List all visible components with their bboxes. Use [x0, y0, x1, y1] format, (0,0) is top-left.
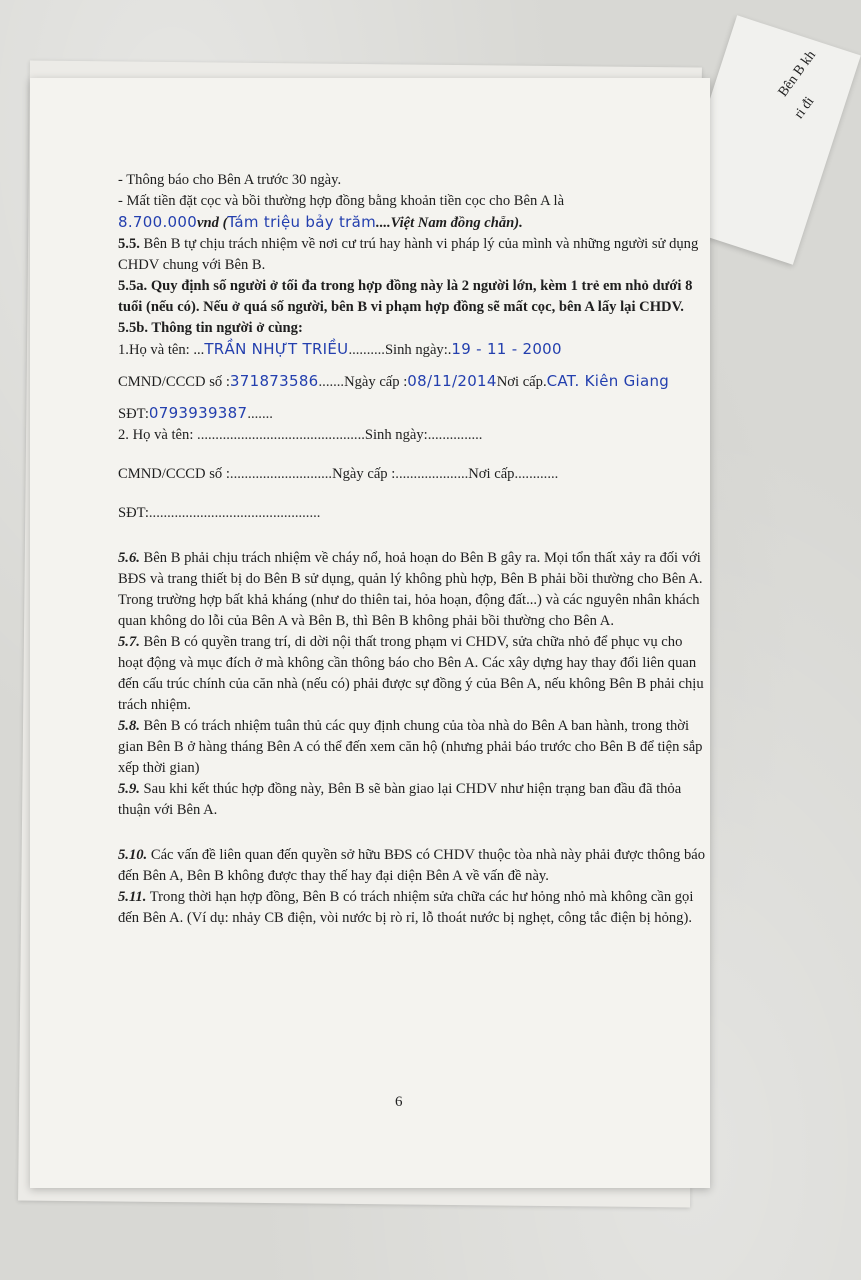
- clause-5-11: [118, 887, 708, 929]
- deposit-amount-line: [118, 212, 708, 234]
- clause-5-5a: 5.5a. Quy định số người ở tối đa trong hợp đồng này là 2 người lớn, kèm 1 trẻ em nhỏ dưới 8 tuổi (nếu có). Nếu ở quá số người, bên B vi phạm hợp đồng sẽ mất cọc, bên A lấy lại CHDV.: [118, 278, 693, 315]
- person1-id-value: 371873586: [229, 372, 319, 390]
- person1-dob-value: 19 - 11 - 2000: [451, 340, 562, 358]
- clause-5-10-text: Các vấn đề liên quan đến quyền sở hữu BĐS có CHDV thuộc tòa nhà này phải được thông báo đến Bên A, Bên B không được thay thế hay đại diện Bên A về vấn đề này.: [118, 847, 706, 884]
- clause-5-6: [118, 548, 708, 590]
- clause-5-11-label: 5.11.: [118, 889, 147, 905]
- person1-name-row: [118, 339, 708, 361]
- person2-dob-dots: ...............: [427, 427, 483, 443]
- person2-issue-place-label: Nơi cấp: [468, 466, 515, 482]
- person1-dob-label: Sinh ngày:.: [384, 342, 452, 358]
- person1-id-label: CMND/CCCD số :: [118, 374, 230, 390]
- person1-phone-row: [118, 403, 708, 425]
- person2-phone-row: [118, 503, 708, 524]
- person2-id-label: CMND/CCCD số :: [118, 466, 230, 482]
- page-number: 6: [395, 1094, 403, 1110]
- person2-id-dots: ............................: [229, 466, 333, 482]
- person1-id-row: [118, 371, 708, 393]
- person1-issue-place-label: Nơi cấp.: [496, 374, 547, 390]
- person2-name-label: 2. Họ và tên:: [118, 427, 198, 443]
- document-content: [118, 170, 708, 929]
- clause-5-9-text: Sau khi kết thúc hợp đồng này, Bên B sẽ bàn giao lại CHDV như hiện trạng ban đầu đã thỏa thuận với Bên A.: [118, 781, 682, 818]
- person2-issue-date-dots: ....................: [395, 466, 469, 482]
- deposit-amount: 8.700.000: [118, 213, 198, 231]
- clause-5-8-text: Bên B có trách nhiệm tuân thủ các quy định chung của tòa nhà do Bên A ban hành, trong thời gian Bên B ở hàng tháng Bên A có thể đến xem căn hộ (nhưng phải báo trước cho Bên B để tiện sắp xếp thời gian): [118, 718, 703, 776]
- person1-phone-value: 0793939387: [148, 404, 248, 422]
- deposit-line: - Mất tiền đặt cọc và bồi thường hợp đồng bằng khoản tiền cọc cho Bên A là: [118, 193, 565, 209]
- clause-5-7: [118, 632, 708, 716]
- clause-5-10: [118, 845, 708, 887]
- side-sheet-text-2: ri đi: [791, 94, 818, 122]
- person1-id-dots: .......: [318, 374, 345, 390]
- person1-name-dots: ..........: [348, 342, 385, 358]
- person2-issue-place-dots: ............: [514, 466, 559, 482]
- person2-id-row: [118, 464, 708, 485]
- person1-issue-date-label: Ngày cấp :: [344, 374, 408, 390]
- notice-line: - Thông báo cho Bên A trước 30 ngày.: [118, 172, 342, 188]
- person2-name-row: [118, 425, 708, 446]
- person2-phone-label: SĐT:: [118, 505, 149, 521]
- clause-5-7-label: 5.7.: [118, 634, 140, 650]
- clause-5-6-text: Bên B phải chịu trách nhiệm về cháy nổ, hoả hoạn do Bên B gây ra. Mọi tổn thất xảy ra đối với BĐS và trang thiết bị do Bên B sử dụng, quản lý không phù hợp, Bên B phải bồi thường cho Bên A.: [118, 550, 703, 587]
- clause-5-5: [118, 234, 708, 276]
- side-sheet-text: Bên B kh: [775, 48, 819, 100]
- person1-phone-label: SĐT:: [118, 406, 149, 422]
- clause-5-5-label: 5.5.: [118, 236, 140, 252]
- deposit-unit: vnd (: [197, 215, 228, 231]
- clause-5-9-label: 5.9.: [118, 781, 140, 797]
- deposit-suffix: ....Việt Nam đồng chẵn).: [376, 215, 523, 231]
- clause-5-7-text: Bên B có quyền trang trí, di dời nội thất trong phạm vi CHDV, sửa chữa nhỏ để phục vụ cho hoạt động và mục đích ở mà không cần thông báo cho Bên A. Các xây dựng hay thay đổi liên quan đến cấu trúc chính của căn nhà (nếu có) phải được sự đồng ý của Bên A, nếu không Bên B phải chịu trách nhiệm.: [118, 634, 704, 713]
- person1-issue-place-value: CAT. Kiên Giang: [546, 372, 670, 390]
- person1-name-label: 1.Họ và tên: ...: [118, 342, 205, 358]
- clause-5-6-label: 5.6.: [118, 550, 140, 566]
- person1-issue-date-value: 08/11/2014: [407, 372, 497, 390]
- person2-name-dots: ..............................................: [197, 427, 365, 443]
- person1-phone-dots: .......: [247, 406, 273, 422]
- clause-5-6-force-majeure: Trong trường hợp bất khả kháng (như do thiên tai, hỏa hoạn, động đất...) và các nguyên nhân khách quan không do lỗi của Bên A và Bên B, thì Bên B không phải bồi thường cho Bên A.: [118, 592, 700, 629]
- person1-name-value: TRẦN NHỰT TRIỀU: [204, 340, 349, 358]
- clause-5-8-label: 5.8.: [118, 718, 140, 734]
- clause-5-5-text: Bên B tự chịu trách nhiệm về nơi cư trú hay hành vi pháp lý của mình và những người sử dụng CHDV chung với Bên B.: [118, 236, 699, 273]
- clause-5-8: [118, 716, 708, 779]
- clause-5-9: [118, 779, 708, 821]
- person2-issue-date-label: Ngày cấp :: [332, 466, 396, 482]
- deposit-words: Tám triệu bảy trăm: [227, 213, 377, 231]
- person2-dob-label: Sinh ngày:: [364, 427, 428, 443]
- clause-5-10-label: 5.10.: [118, 847, 148, 863]
- clause-5-5b: 5.5b. Thông tin người ở cùng:: [118, 320, 303, 336]
- person2-phone-dots: ...............................................: [148, 505, 321, 521]
- clause-5-11-text: Trong thời hạn hợp đồng, Bên B có trách nhiệm sửa chữa các hư hỏng nhỏ mà không cần gọi đến Bên A. (Ví dụ: nhảy CB điện, vòi nước bị rò rỉ, lỗ thoát nước bị nghẹt, công tắc điện bị hỏng).: [118, 889, 694, 926]
